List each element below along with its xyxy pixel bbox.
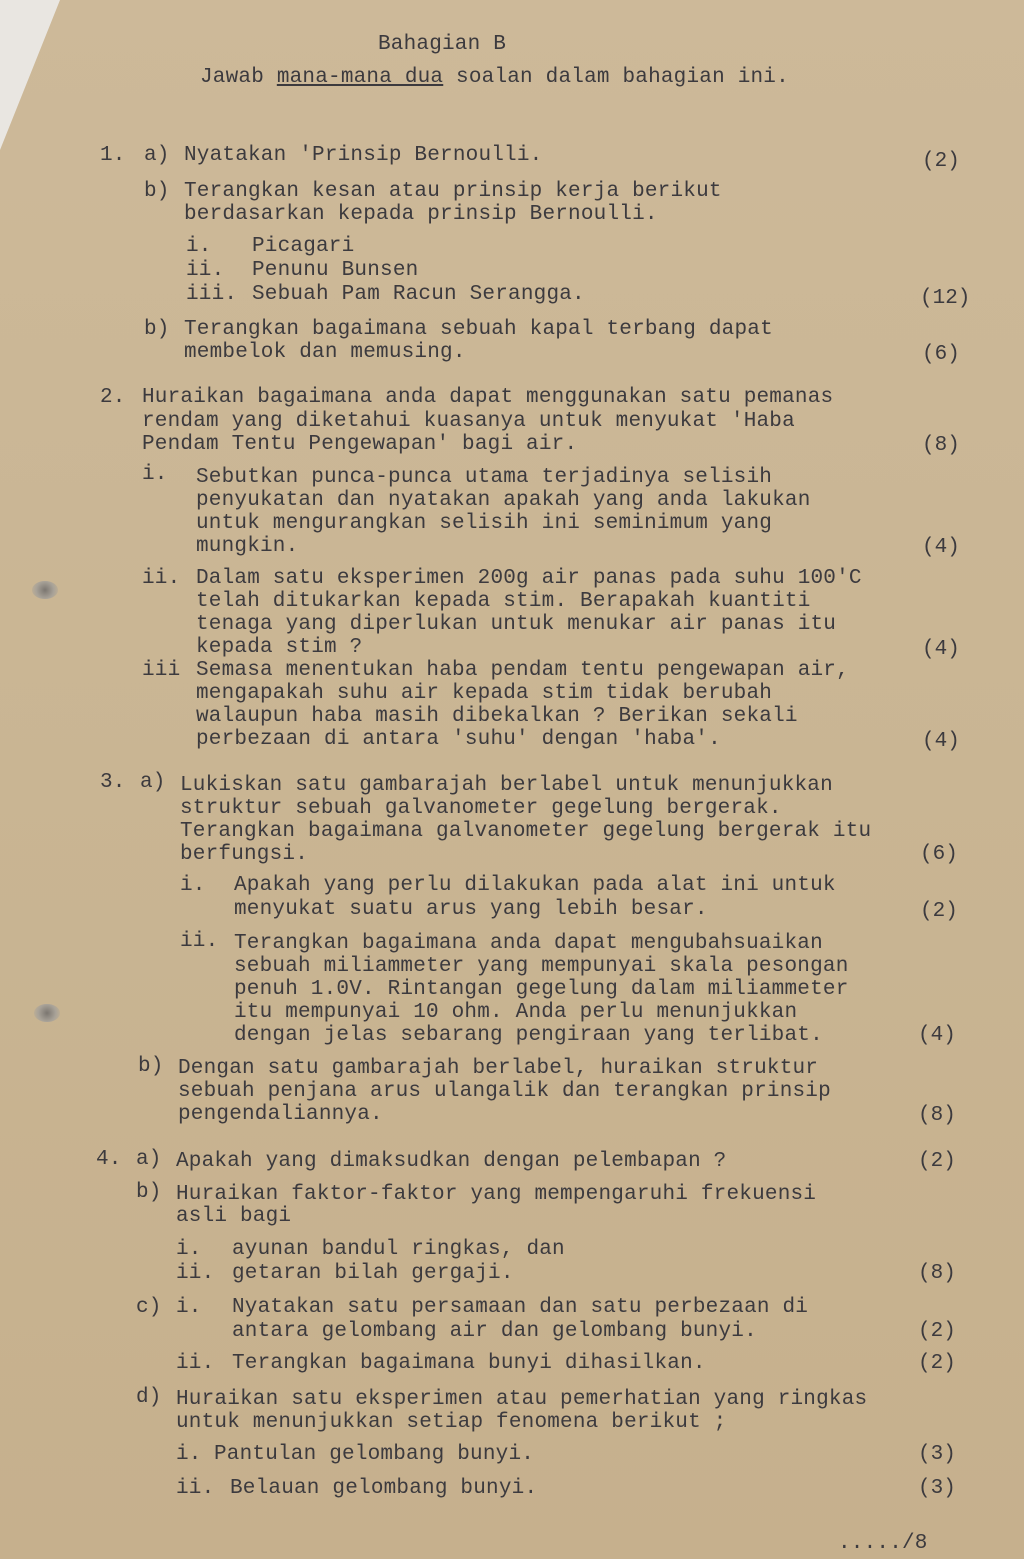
folded-corner bbox=[0, 0, 60, 150]
q2-iii-line4: perbezaan di antara 'suhu' dengan 'haba'. bbox=[196, 728, 721, 751]
q2-i-line3: untuk mengurangkan selisih ini seminimum yang bbox=[196, 512, 773, 535]
q4c-ii-text: Terangkan bagaimana bunyi dihasilkan. bbox=[232, 1352, 706, 1375]
q4d-ii-marks: (3) bbox=[918, 1477, 956, 1500]
q1b-iii-text: Sebuah Pam Racun Serangga. bbox=[252, 283, 585, 306]
q3b-line1: Dengan satu gambarajah berlabel, huraikan struktur bbox=[178, 1057, 819, 1080]
q3-ii-label: ii. bbox=[180, 930, 219, 953]
q2-i-label: i. bbox=[142, 463, 168, 486]
q4c-i-line1: Nyatakan satu persamaan dan satu perbezaan di bbox=[232, 1296, 809, 1319]
q3b-marks: (8) bbox=[918, 1104, 956, 1127]
q1-number: 1. bbox=[100, 144, 126, 167]
q3-i-marks: (2) bbox=[920, 900, 958, 923]
q3a-line2: struktur sebuah galvanometer gegelung bergerak. bbox=[180, 797, 782, 820]
q4d-label: d) bbox=[136, 1386, 162, 1409]
q4b-ii-text: getaran bilah gergaji. bbox=[232, 1262, 514, 1285]
q3-ii-line5: dengan jelas sebarang pengiraan yang terlibat. bbox=[234, 1024, 823, 1047]
q4c-ii-marks: (2) bbox=[918, 1352, 956, 1375]
q2-number: 2. bbox=[100, 386, 126, 409]
q1b-line2: berdasarkan kepada prinsip Bernoulli. bbox=[184, 203, 658, 226]
q3a-line1: Lukiskan satu gambarajah berlabel untuk menunjukkan bbox=[180, 774, 833, 797]
q2-iii-line2: mengapakah suhu air kepada stim tidak berubah bbox=[196, 682, 773, 705]
q3b-label: b) bbox=[138, 1055, 164, 1078]
q2-iii-marks: (4) bbox=[922, 730, 960, 753]
q2-line3: Pendam Tentu Pengewapan' bagi air. bbox=[142, 433, 578, 456]
q4d-i-marks: (3) bbox=[918, 1443, 956, 1466]
q2-ii-line4: kepada stim ? bbox=[196, 636, 363, 659]
q2-iii-line1: Semasa menentukan haba pendam tentu pengewapan air, bbox=[196, 659, 849, 682]
q1b-ii-label: ii. bbox=[186, 259, 225, 282]
q3-ii-line4: itu mempunyai 10 ohm. Anda perlu menunjukkan bbox=[234, 1001, 798, 1024]
q1b-label: b) bbox=[144, 180, 170, 203]
q3a-label: a) bbox=[140, 771, 166, 794]
instruction-post: soalan dalam bahagian ini. bbox=[443, 66, 789, 89]
q2-line2: rendam yang diketahui kuasanya untuk menyukat 'Haba bbox=[142, 410, 795, 433]
q2-i-line2: penyukatan dan nyatakan apakah yang anda lakukan bbox=[196, 489, 811, 512]
q4b-ii-label: ii. bbox=[176, 1262, 215, 1285]
punch-hole-bottom bbox=[34, 1004, 60, 1022]
q2-ii-line1: Dalam satu eksperimen 200g air panas pada suhu 100'C bbox=[196, 567, 862, 590]
q3a-marks: (6) bbox=[920, 843, 958, 866]
q3b-line3: pengendaliannya. bbox=[178, 1103, 383, 1126]
q4c-ii-label: ii. bbox=[176, 1352, 215, 1375]
q3-ii-line3: penuh 1.0V. Rintangan gegelung dalam miliammeter bbox=[234, 978, 849, 1001]
page-continuation: ...../8 bbox=[838, 1532, 928, 1555]
q3-i-line1: Apakah yang perlu dilakukan pada alat ini untuk bbox=[234, 874, 836, 897]
q1c-line2: membelok dan memusing. bbox=[184, 341, 466, 364]
q2-ii-marks: (4) bbox=[922, 638, 960, 661]
q4b-marks: (8) bbox=[918, 1262, 956, 1285]
section-title: Bahagian B bbox=[378, 33, 507, 56]
q4a-text: Apakah yang dimaksudkan dengan pelembapan ? bbox=[176, 1150, 727, 1173]
q3-ii-line1: Terangkan bagaimana anda dapat mengubahsuaikan bbox=[234, 932, 823, 955]
q2-i-line1: Sebutkan punca-punca utama terjadinya selisih bbox=[196, 466, 773, 489]
q2-ii-label: ii. bbox=[142, 567, 181, 590]
q3-number: 3. bbox=[100, 771, 126, 794]
q4d-i-text: Pantulan gelombang bunyi. bbox=[214, 1443, 535, 1466]
q4b-line2: asli bagi bbox=[176, 1205, 292, 1228]
q1a-marks: (2) bbox=[922, 150, 960, 173]
q2-marks: (8) bbox=[922, 434, 960, 457]
q2-line1: Huraikan bagaimana anda dapat menggunakan satu pemanas bbox=[142, 386, 834, 409]
q1b-i-label: i. bbox=[186, 235, 212, 258]
q2-ii-line2: telah ditukarkan kepada stim. Berapakah kuantiti bbox=[196, 590, 811, 613]
q2-iii-line3: walaupun haba masih dibekalkan ? Berikan sekali bbox=[196, 705, 798, 728]
instruction-underlined: mana-mana dua bbox=[276, 66, 444, 89]
q2-ii-line3: tenaga yang diperlukan untuk menukar air panas itu bbox=[196, 613, 837, 636]
q4b-label: b) bbox=[136, 1181, 162, 1204]
q2-iii-label: iii bbox=[142, 659, 181, 682]
q4a-marks: (2) bbox=[918, 1150, 956, 1173]
instruction-pre: Jawab bbox=[200, 66, 277, 89]
q4d-ii-label: ii. bbox=[176, 1477, 215, 1500]
section-instruction bbox=[200, 66, 789, 90]
q4d-i-label: i. bbox=[176, 1443, 202, 1466]
q4b-line1: Huraikan faktor-faktor yang mempengaruhi frekuensi bbox=[176, 1183, 817, 1206]
q1b-marks: (12) bbox=[920, 287, 971, 310]
q1b-ii-text: Penunu Bunsen bbox=[252, 259, 419, 282]
q4c-i-marks: (2) bbox=[918, 1320, 956, 1343]
q1c-marks: (6) bbox=[922, 343, 960, 366]
q1c-line1: Terangkan bagaimana sebuah kapal terbang dapat bbox=[184, 318, 773, 341]
q1b-line1: Terangkan kesan atau prinsip kerja berikut bbox=[184, 180, 722, 203]
q3-ii-marks: (4) bbox=[918, 1024, 956, 1047]
q4d-line2: untuk menunjukkan setiap fenomena berikut ; bbox=[176, 1411, 727, 1434]
q2-i-marks: (4) bbox=[922, 536, 960, 559]
q4d-line1: Huraikan satu eksperimen atau pemerhatian yang ringkas bbox=[176, 1388, 868, 1411]
q1b-iii-label: iii. bbox=[186, 283, 238, 306]
q3-ii-line2: sebuah miliammeter yang mempunyai skala pesongan bbox=[234, 955, 849, 978]
q3b-line2: sebuah penjana arus ulangalik dan terangkan prinsip bbox=[178, 1080, 831, 1103]
q4a-label: a) bbox=[136, 1148, 162, 1171]
q4d-ii-text: Belauan gelombang bunyi. bbox=[230, 1477, 538, 1500]
q1a-text: Nyatakan 'Prinsip Bernoulli. bbox=[184, 144, 543, 167]
q4c-label: c) bbox=[136, 1296, 162, 1319]
q3-i-line2: menyukat suatu arus yang lebih besar. bbox=[234, 898, 708, 921]
q4c-i-line2: antara gelombang air dan gelombang bunyi. bbox=[232, 1320, 757, 1343]
punch-hole-top bbox=[32, 581, 58, 599]
q1b-i-text: Picagari bbox=[252, 235, 355, 258]
q3-i-label: i. bbox=[180, 874, 206, 897]
q3a-line4: berfungsi. bbox=[180, 843, 309, 866]
q1a-label: a) bbox=[144, 144, 170, 167]
q4c-i-label: i. bbox=[176, 1296, 202, 1319]
q2-i-line4: mungkin. bbox=[196, 535, 299, 558]
q3a-line3: Terangkan bagaimana galvanometer gegelung bergerak itu bbox=[180, 820, 872, 843]
q4b-i-label: i. bbox=[176, 1238, 202, 1261]
q4-number: 4. bbox=[96, 1148, 122, 1171]
q4b-i-text: ayunan bandul ringkas, dan bbox=[232, 1238, 565, 1261]
q1c-label: b) bbox=[144, 318, 170, 341]
